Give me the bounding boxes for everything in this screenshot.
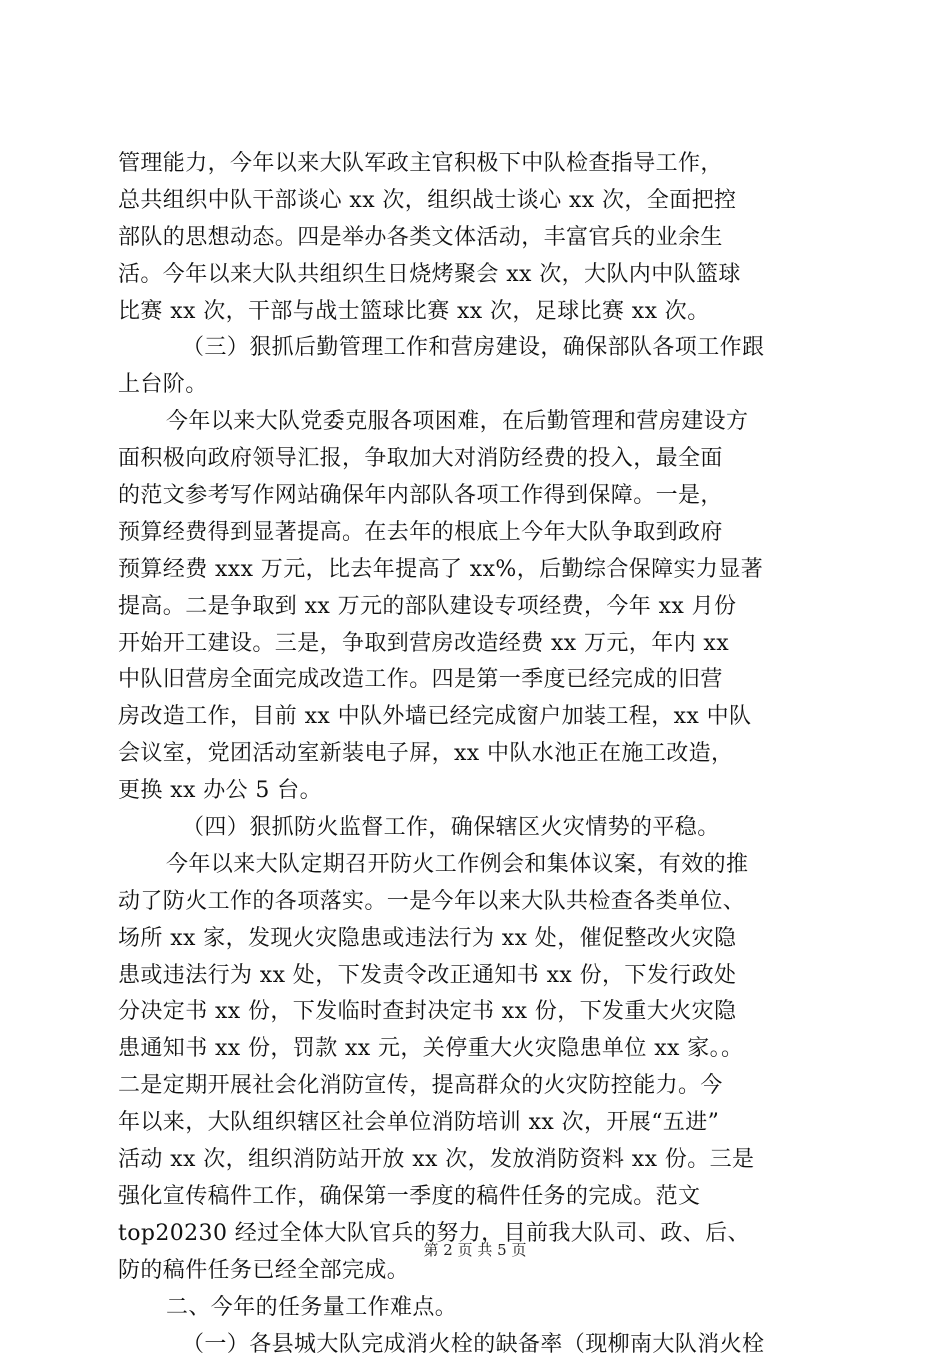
text-line: 开始开工建设。三是，争取到营房改造经费 xx 万元，年内 xx xyxy=(118,626,838,663)
text-line: 预算经费 xxx 万元，比去年提高了 xx%，后勤综合保障实力显著 xyxy=(118,552,838,589)
section-heading-3: （三）狠抓后勤管理工作和营房建设，确保部队各项工作跟 xyxy=(118,330,838,367)
paragraph-start: 今年以来大队定期召开防火工作例会和集体议案，有效的推 xyxy=(118,847,838,884)
text-line: 患或违法行为 xx 处，下发责令改正通知书 xx 份，下发行政处 xyxy=(118,958,838,995)
paragraph-start: 今年以来大队党委克服各项困难，在后勤管理和营房建设方 xyxy=(118,404,838,441)
text-line: top20230 经过全体大队官兵的努力，目前我大队司、政、后、 xyxy=(118,1216,838,1253)
text-line: 会议室，党团活动室新装电子屏，xx 中队水池正在施工改造， xyxy=(118,736,838,773)
section-heading-2: 二、今年的任务量工作难点。 xyxy=(118,1290,838,1327)
text-line: 中队旧营房全面完成改造工作。四是第一季度已经完成的旧营 xyxy=(118,662,838,699)
text-line: 预算经费得到显著提高。在去年的根底上今年大队争取到政府 xyxy=(118,515,838,552)
text-line: 的范文参考写作网站确保年内部队各项工作得到保障。一是， xyxy=(118,478,838,515)
text-line: 二是定期开展社会化消防宣传，提高群众的火灾防控能力。今 xyxy=(118,1068,838,1105)
text-line: 活。今年以来大队共组织生日烧烤聚会 xx 次，大队内中队篮球 xyxy=(118,257,838,294)
text-line: 管理能力，今年以来大队军政主官积极下中队检查指导工作， xyxy=(118,146,838,183)
subsection-heading-1: （一）各县城大队完成消火栓的缺备率（现柳南大队消火栓 xyxy=(118,1327,838,1363)
text-line: 提高。二是争取到 xx 万元的部队建设专项经费，今年 xx 月份 xyxy=(118,589,838,626)
text-line: 强化宣传稿件工作，确保第一季度的稿件任务的完成。范文 xyxy=(118,1179,838,1216)
text-line: 总共组织中队干部谈心 xx 次，组织战士谈心 xx 次，全面把控 xyxy=(118,183,838,220)
text-line: 面积极向政府领导汇报，争取加大对消防经费的投入，最全面 xyxy=(118,441,838,478)
text-line: 场所 xx 家，发现火灾隐患或违法行为 xx 处，催促整改火灾隐 xyxy=(118,921,838,958)
document-body xyxy=(118,146,838,1363)
text-line: 活动 xx 次，组织消防站开放 xx 次，发放消防资料 xx 份。三是 xyxy=(118,1142,838,1179)
text-line: 更换 xx 办公 5 台。 xyxy=(118,773,838,810)
text-line: 房改造工作，目前 xx 中队外墙已经完成窗户加装工程，xx 中队 xyxy=(118,699,838,736)
page-footer: 第 2 页 共 5 页 xyxy=(0,1240,950,1260)
text-line: 部队的思想动态。四是举办各类文体活动，丰富官兵的业余生 xyxy=(118,220,838,257)
text-line: 患通知书 xx 份，罚款 xx 元，关停重大火灾隐患单位 xx 家。。 xyxy=(118,1031,838,1068)
text-line: 上台阶。 xyxy=(118,367,838,404)
text-line: 动了防火工作的各项落实。一是今年以来大队共检查各类单位、 xyxy=(118,884,838,921)
text-line: 分决定书 xx 份，下发临时查封决定书 xx 份，下发重大火灾隐 xyxy=(118,994,838,1031)
section-heading-4: （四）狠抓防火监督工作，确保辖区火灾情势的平稳。 xyxy=(118,810,838,847)
text-line: 年以来，大队组织辖区社会单位消防培训 xx 次，开展“五进” xyxy=(118,1105,838,1142)
text-line: 防的稿件任务已经全部完成。 xyxy=(118,1253,838,1290)
text-line: 比赛 xx 次，干部与战士篮球比赛 xx 次，足球比赛 xx 次。 xyxy=(118,294,838,331)
